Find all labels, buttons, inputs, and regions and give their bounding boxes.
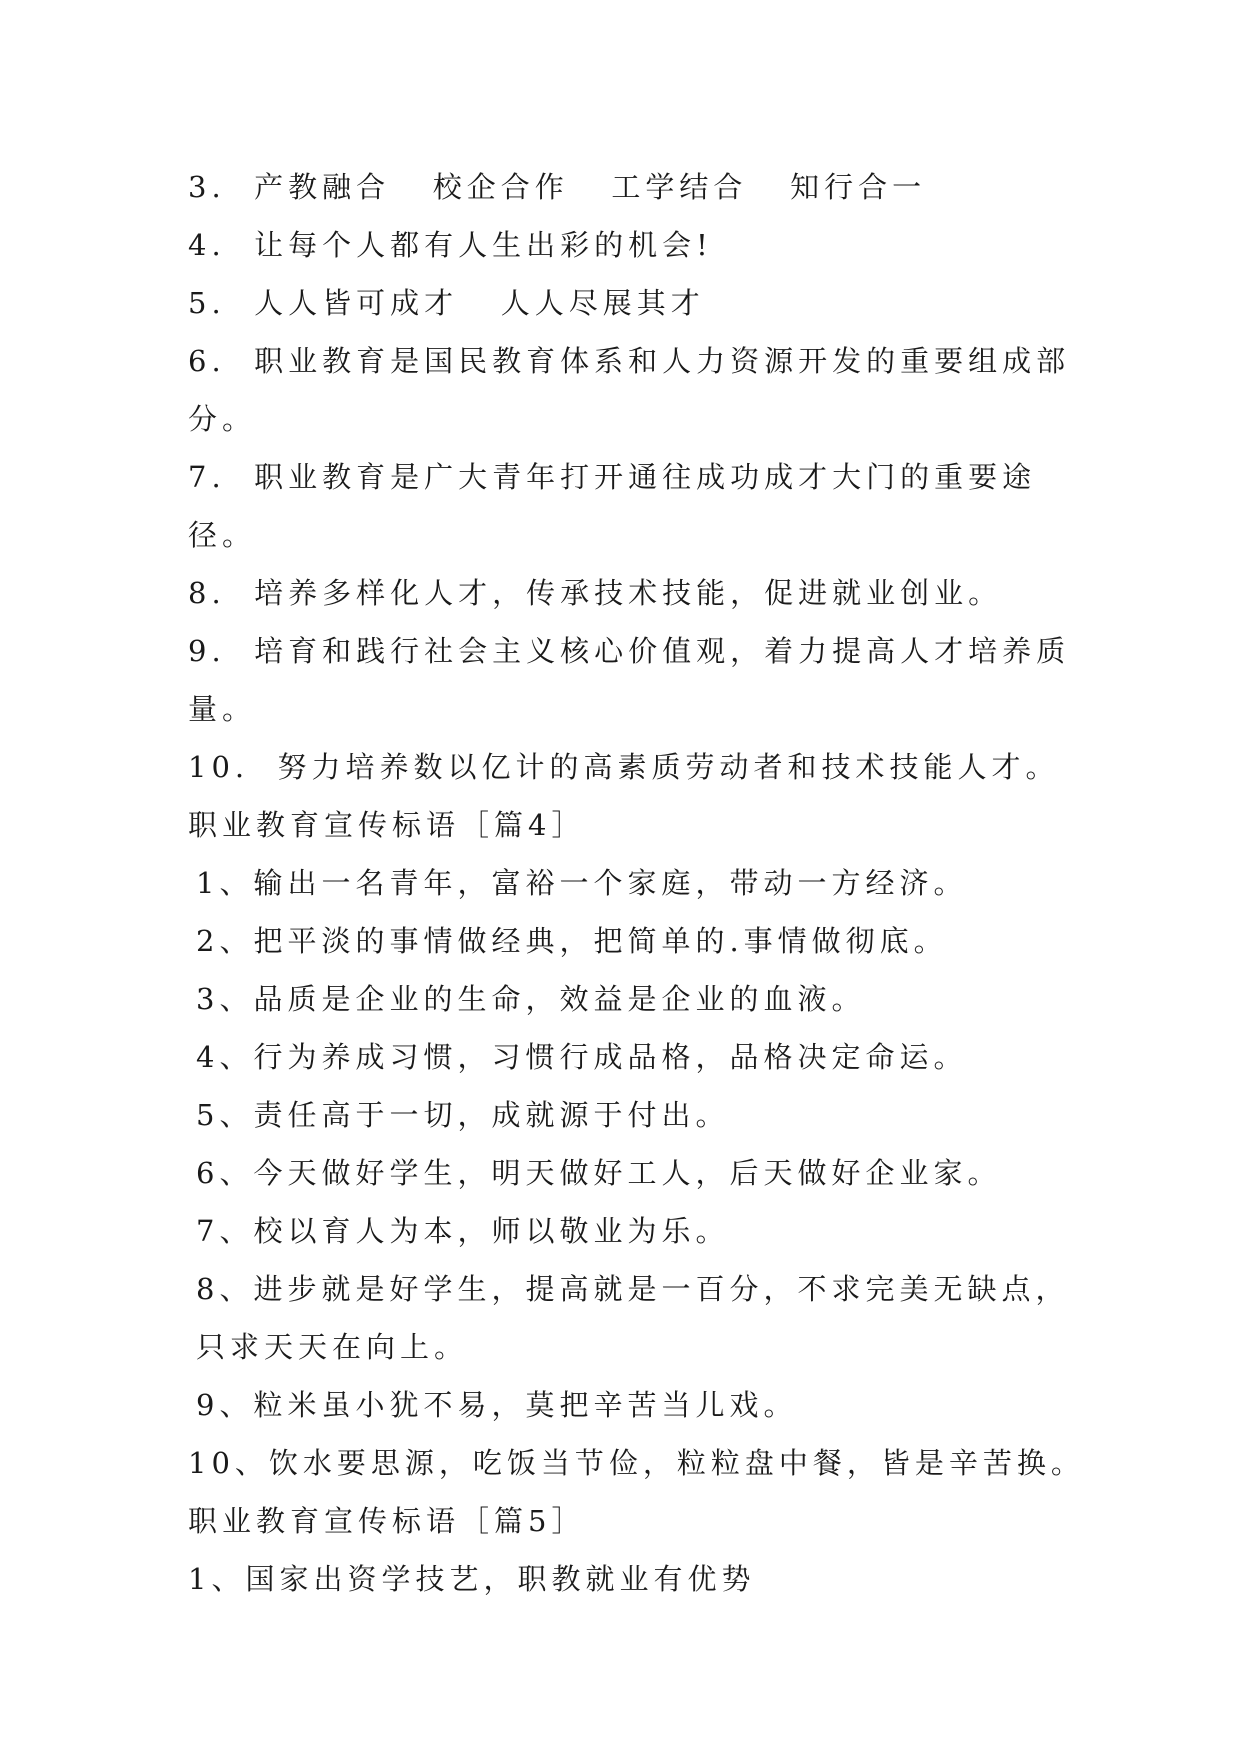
list-item: 9. 培育和践行社会主义核心价值观，着力提高人才培养质量。 bbox=[188, 634, 1071, 726]
list-item: 10、饮水要思源，吃饭当节俭，粒粒盘中餐，皆是辛苦换。 bbox=[188, 1446, 1085, 1480]
list-item: 6、今天做好学生，明天做好工人，后天做好企业家。 bbox=[196, 1156, 1002, 1190]
list-item: 2、把平淡的事情做经典，把简单的.事情做彻底。 bbox=[196, 924, 948, 958]
document-body bbox=[188, 158, 1088, 1608]
list-item: 3、品质是企业的生命，效益是企业的血液。 bbox=[196, 982, 866, 1016]
list-item: 1、输出一名青年，富裕一个家庭，带动一方经济。 bbox=[196, 866, 968, 900]
list-item: 4. 让每个人都有人生出彩的机会! bbox=[188, 228, 713, 262]
list-item: 8. 培养多样化人才，传承技术技能，促进就业创业。 bbox=[188, 576, 1003, 610]
list-item: 1、国家出资学技艺，职教就业有优势 bbox=[188, 1562, 756, 1596]
list-item: 8、进步就是好学生，提高就是一百分，不求完美无缺点，只求天天在向上。 bbox=[196, 1272, 1070, 1364]
list-item: 9、粒米虽小犹不易，莫把辛苦当儿戏。 bbox=[196, 1388, 798, 1422]
list-item: 7. 职业教育是广大青年打开通往成功成才大门的重要途径。 bbox=[188, 460, 1037, 552]
list-item: 6. 职业教育是国民教育体系和人力资源开发的重要组成部分。 bbox=[188, 344, 1071, 436]
list-item: 4、行为养成习惯，习惯行成品格，品格决定命运。 bbox=[196, 1040, 968, 1074]
list-item: 10. 努力培养数以亿计的高素质劳动者和技术技能人才。 bbox=[188, 750, 1060, 784]
list-item: 3. 产教融合 校企合作 工学结合 知行合一 bbox=[188, 170, 927, 204]
list-item: 7、校以育人为本，师以敬业为乐。 bbox=[196, 1214, 730, 1248]
section-heading-4: 职业教育宣传标语［篇4］ bbox=[188, 808, 586, 842]
section-heading-5: 职业教育宣传标语［篇5］ bbox=[188, 1504, 586, 1538]
list-item: 5. 人人皆可成才 人人尽展其才 bbox=[188, 286, 705, 320]
list-item: 5、责任高于一切，成就源于付出。 bbox=[196, 1098, 730, 1132]
